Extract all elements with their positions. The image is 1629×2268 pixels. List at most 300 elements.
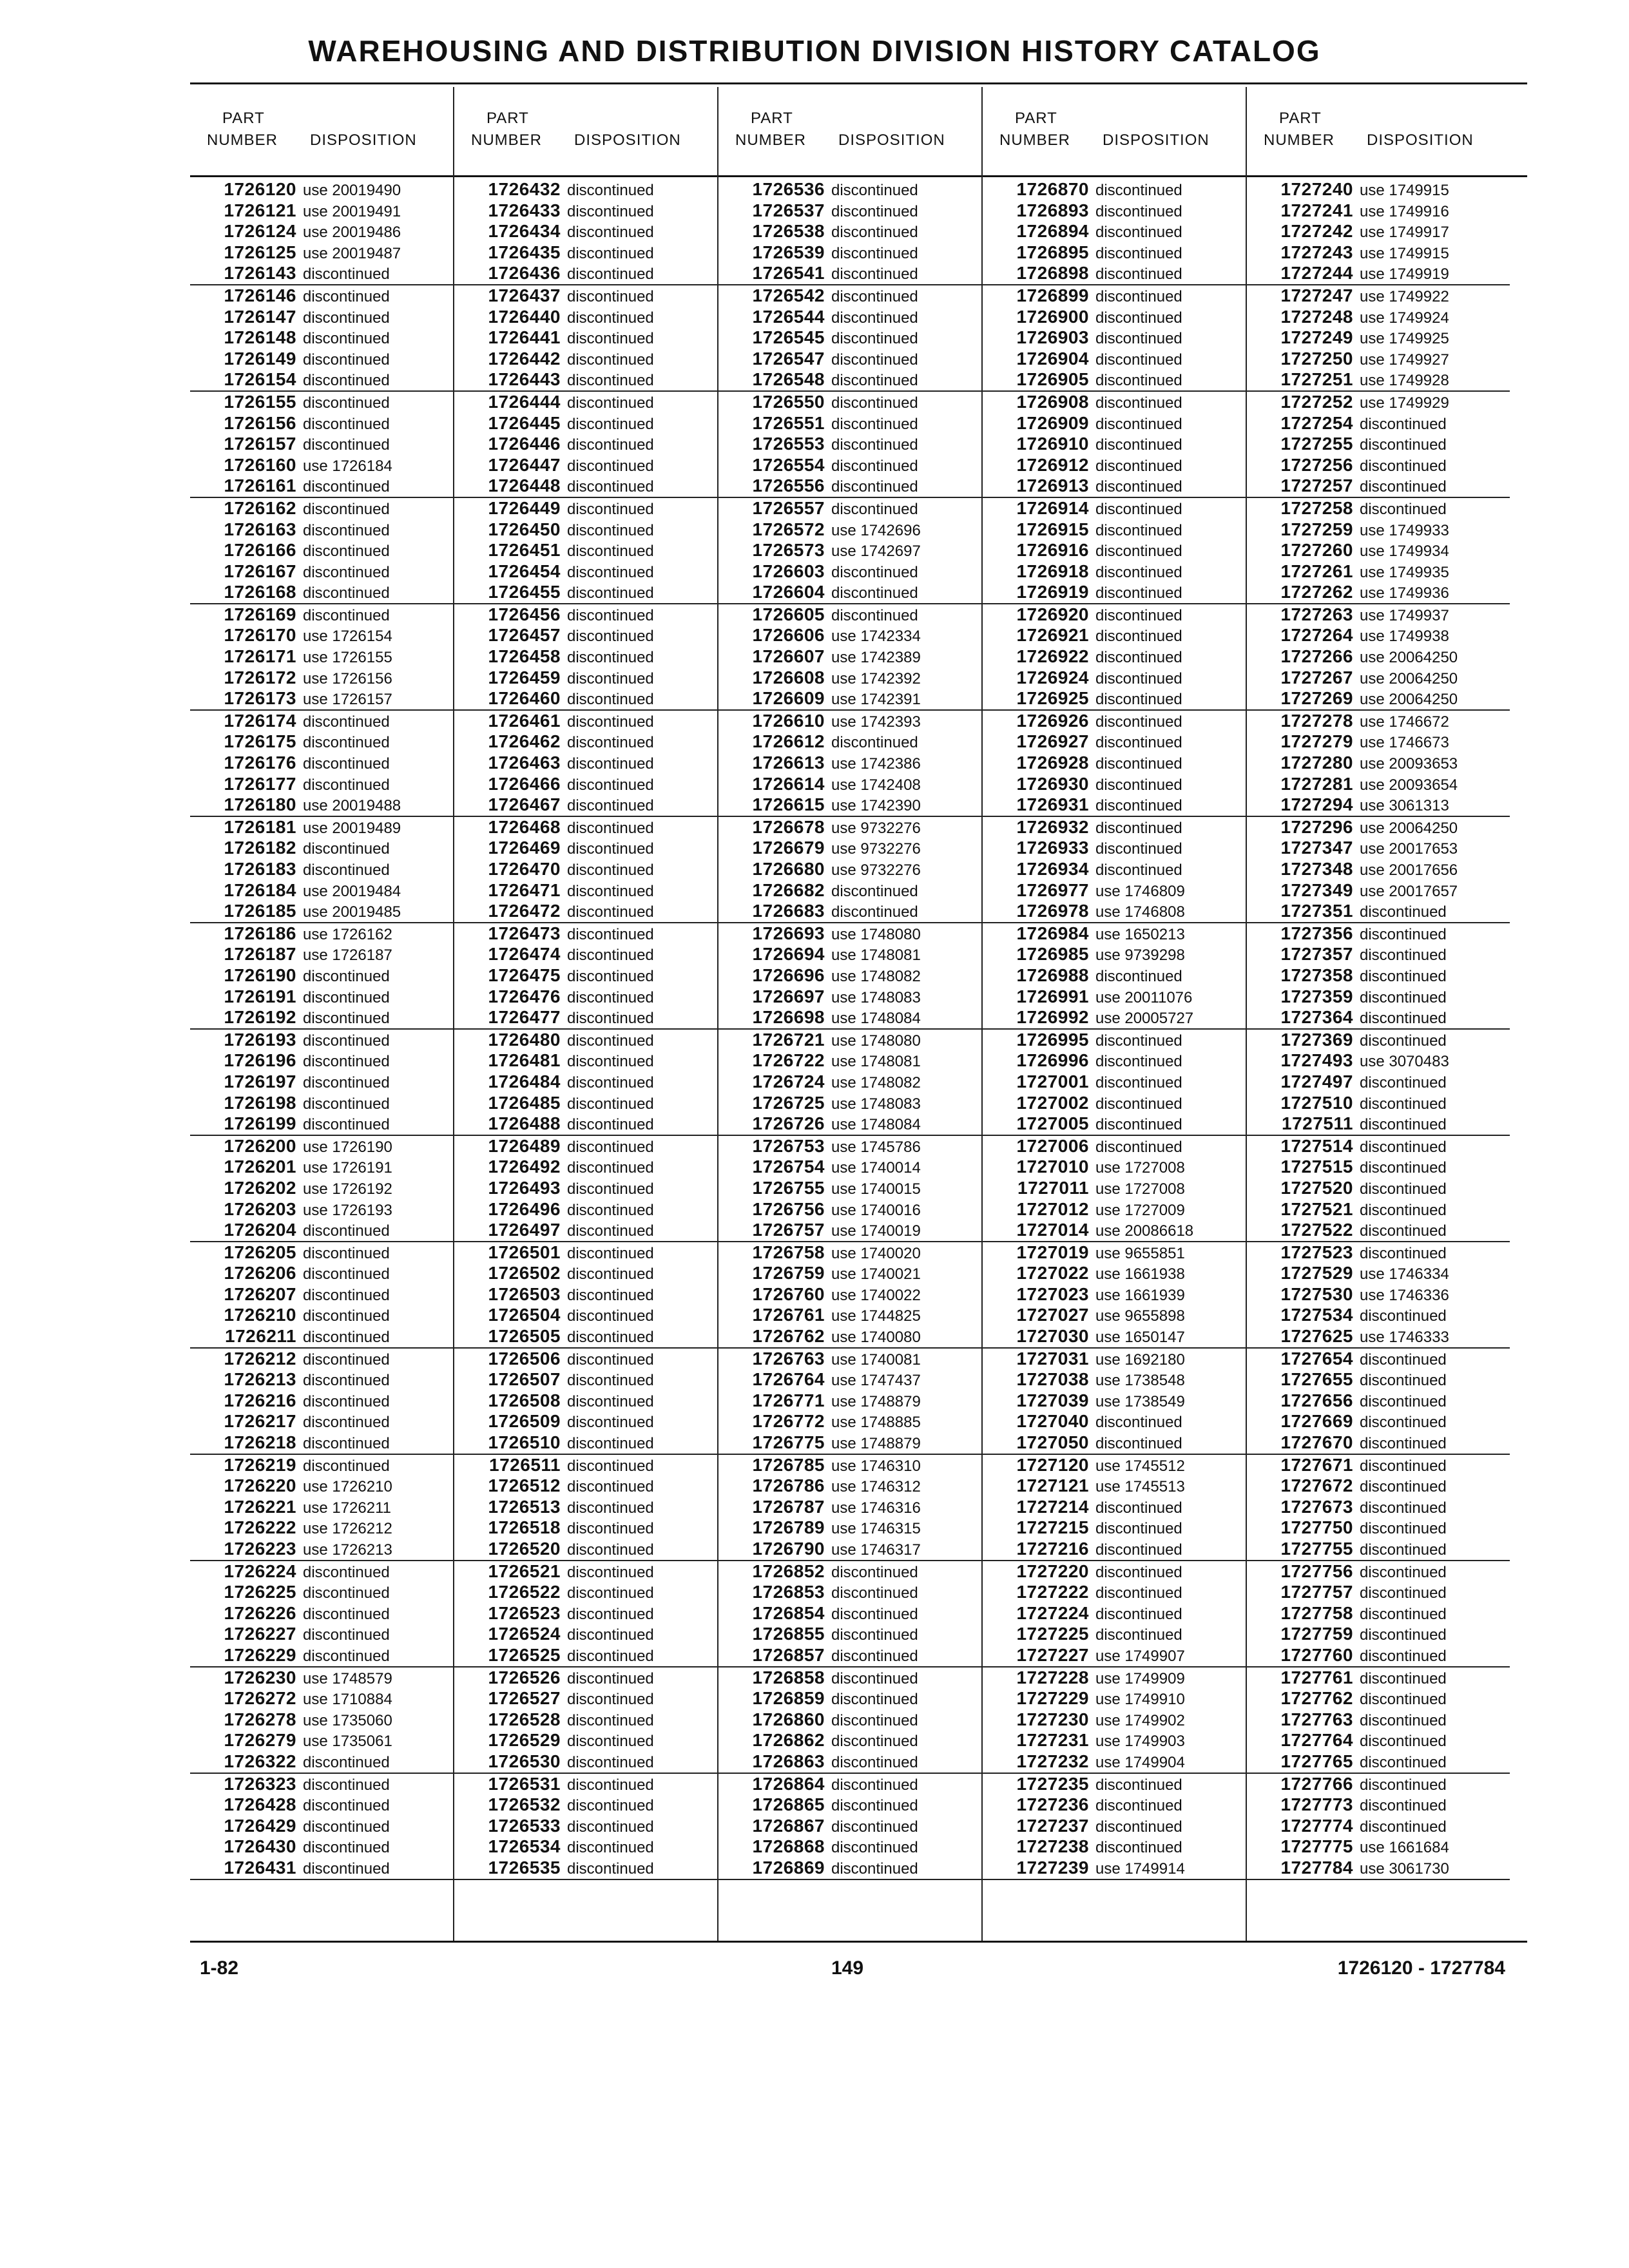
disposition: use 1745786 (831, 1138, 921, 1156)
table-row (454, 1667, 717, 1689)
part-number: 1726926 (1016, 710, 1089, 731)
disposition: use 1748579 (303, 1669, 392, 1687)
disposition: discontinued (567, 436, 654, 454)
part-number: 1727216 (1016, 1539, 1089, 1559)
disposition: use 9739298 (1095, 947, 1185, 965)
disposition: discontinued (1095, 1095, 1182, 1113)
part-number: 1726510 (488, 1432, 561, 1453)
disposition: discontinued (831, 1669, 918, 1687)
disposition: discontinued (567, 287, 654, 305)
table-row (983, 519, 1246, 541)
table-row (983, 1709, 1246, 1731)
disposition: use 1746334 (1360, 1265, 1449, 1283)
disposition: discontinued (1095, 500, 1182, 518)
table-row (454, 242, 717, 264)
part-number: 1726463 (488, 753, 561, 773)
table-row (1247, 1242, 1510, 1264)
disposition: discontinued (1360, 1733, 1447, 1751)
disposition: discontinued (1360, 1435, 1447, 1453)
table-row (983, 944, 1246, 965)
table-row (718, 1263, 981, 1284)
part-number: 1726682 (752, 879, 825, 900)
table-row (718, 561, 981, 582)
disposition: discontinued (831, 584, 918, 602)
part-number: 1726922 (1016, 646, 1089, 667)
table-row (454, 1455, 717, 1476)
table-row (1247, 582, 1510, 603)
part-number: 1726854 (752, 1602, 825, 1623)
part-number: 1727231 (1016, 1730, 1089, 1751)
disposition: discontinued (567, 840, 654, 858)
part-number: 1727260 (1280, 540, 1353, 561)
table-row (1247, 1093, 1510, 1114)
table-row (983, 625, 1246, 646)
part-number: 1727774 (1280, 1815, 1353, 1836)
part-group (454, 1455, 717, 1561)
part-number: 1726859 (752, 1688, 825, 1709)
part-group (1247, 1136, 1510, 1242)
disposition: discontinued (567, 1733, 654, 1751)
part-number: 1726167 (224, 561, 296, 581)
disposition: use 1735061 (303, 1733, 392, 1751)
part-number: 1727002 (1016, 1092, 1089, 1113)
table-row (454, 1497, 717, 1518)
table-row (454, 1199, 717, 1220)
table-row (1247, 1582, 1510, 1603)
part-number: 1726160 (224, 454, 296, 475)
part-number: 1727001 (1016, 1071, 1089, 1091)
part-number: 1726531 (488, 1773, 561, 1794)
disposition: discontinued (1360, 947, 1447, 965)
part-number: 1726863 (752, 1751, 825, 1771)
disposition: discontinued (303, 1457, 390, 1475)
disposition: use 1745513 (1095, 1478, 1185, 1496)
disposition: discontinued (567, 1414, 654, 1432)
header-part: PART (1015, 110, 1057, 127)
disposition: use 1726187 (303, 947, 392, 965)
disposition: discontinued (1095, 1797, 1182, 1815)
disposition: discontinued (303, 776, 390, 794)
part-group (1247, 1455, 1510, 1561)
part-number: 1727214 (1016, 1496, 1089, 1517)
table-row (983, 901, 1246, 922)
disposition: discontinued (303, 1626, 390, 1644)
table-row (190, 179, 453, 200)
part-number: 1726915 (1016, 519, 1089, 539)
part-number: 1727224 (1016, 1602, 1089, 1623)
disposition: use 1726193 (303, 1201, 392, 1219)
part-group (983, 1136, 1246, 1242)
disposition: discontinued (1360, 1392, 1447, 1410)
part-number: 1727761 (1280, 1667, 1353, 1687)
part-number: 1726272 (224, 1688, 296, 1709)
table-row (983, 646, 1246, 668)
table-row (190, 1794, 453, 1816)
table-row (983, 1072, 1246, 1093)
top-rule (190, 82, 1527, 84)
part-number: 1727040 (1016, 1411, 1089, 1432)
part-number: 1726557 (752, 497, 825, 518)
part-group (454, 604, 717, 711)
part-number: 1727255 (1280, 434, 1353, 454)
part-number: 1727529 (1280, 1263, 1353, 1283)
table-row (1247, 604, 1510, 626)
part-number: 1726898 (1016, 263, 1089, 284)
table-row (1247, 1794, 1510, 1816)
disposition: discontinued (831, 265, 918, 284)
disposition: discontinued (831, 182, 918, 199)
disposition: discontinued (1360, 1776, 1447, 1794)
disposition: use 1727009 (1095, 1201, 1185, 1219)
table-row (1247, 838, 1510, 859)
table-row (983, 604, 1246, 626)
table-row (983, 859, 1246, 880)
part-number: 1726609 (752, 688, 825, 709)
table-row (718, 285, 981, 307)
table-row (983, 1836, 1246, 1858)
part-group (718, 1030, 981, 1136)
part-number: 1726173 (224, 688, 296, 709)
table-row (983, 668, 1246, 689)
part-number: 1726467 (488, 794, 561, 815)
part-number: 1726996 (1016, 1050, 1089, 1071)
table-row (190, 1136, 453, 1157)
disposition: use 1746312 (831, 1478, 921, 1496)
disposition: use 1740021 (831, 1265, 921, 1283)
part-group (454, 817, 717, 923)
table-row (983, 1136, 1246, 1157)
disposition: use 1740019 (831, 1222, 921, 1240)
table-row (718, 1603, 981, 1624)
table-row (190, 817, 453, 838)
disposition: discontinued (831, 1691, 918, 1709)
disposition: use 20064250 (1360, 649, 1458, 667)
disposition: use 1744825 (831, 1307, 921, 1325)
disposition: discontinued (303, 1776, 390, 1794)
table-row (1247, 413, 1510, 434)
table-row (1247, 1730, 1510, 1751)
disposition: discontinued (303, 1286, 390, 1304)
part-number: 1726607 (752, 646, 825, 667)
table-row (190, 688, 453, 709)
part-group (190, 604, 453, 711)
part-number: 1726613 (752, 753, 825, 773)
table-row (454, 540, 717, 561)
disposition: discontinued (567, 734, 654, 752)
part-number: 1727296 (1280, 816, 1353, 837)
part-number: 1726725 (752, 1092, 825, 1113)
part-number: 1727241 (1280, 200, 1353, 220)
part-number: 1726758 (752, 1242, 825, 1262)
table-row (718, 794, 981, 816)
part-number: 1726428 (224, 1794, 296, 1815)
part-number: 1726432 (488, 179, 561, 199)
disposition: discontinued (567, 1073, 654, 1091)
disposition: use 1749915 (1360, 182, 1449, 199)
part-group (718, 1561, 981, 1667)
table-row (190, 1242, 453, 1264)
disposition: use 1748080 (831, 925, 921, 943)
part-group (454, 179, 717, 285)
part-group (1247, 1242, 1510, 1349)
disposition: discontinued (567, 330, 654, 348)
part-group (718, 923, 981, 1030)
table-row (718, 646, 981, 668)
part-number: 1726450 (488, 519, 561, 539)
disposition: use 1746333 (1360, 1329, 1449, 1347)
disposition: use 20064250 (1360, 691, 1458, 709)
disposition: use 20017653 (1360, 840, 1458, 858)
table-row (1247, 434, 1510, 455)
part-number: 1726174 (224, 710, 296, 731)
disposition: discontinued (1095, 797, 1182, 815)
part-group (190, 498, 453, 604)
table-row (983, 1645, 1246, 1666)
part-number: 1727243 (1280, 242, 1353, 262)
part-number: 1726493 (488, 1177, 561, 1198)
disposition: discontinued (831, 1563, 918, 1581)
part-number: 1726520 (488, 1539, 561, 1559)
disposition: discontinued (567, 1499, 654, 1517)
table-row (718, 1667, 981, 1689)
table-row (454, 731, 717, 753)
part-number: 1726454 (488, 561, 561, 581)
header-disposition: DISPOSITION (310, 131, 417, 149)
part-number: 1726760 (752, 1283, 825, 1304)
table-row (1247, 817, 1510, 838)
disposition: discontinued (567, 182, 654, 199)
disposition: use 9732276 (831, 819, 921, 837)
table-row (1247, 349, 1510, 370)
table-row (983, 1774, 1246, 1795)
table-row (190, 1030, 453, 1051)
disposition: discontinued (567, 351, 654, 369)
table-row (983, 1475, 1246, 1497)
disposition: use 1748080 (831, 1032, 921, 1050)
part-group (190, 1667, 453, 1774)
part-group (983, 711, 1246, 817)
disposition: discontinued (1360, 925, 1447, 943)
part-number: 1726229 (224, 1644, 296, 1665)
part-group (983, 1667, 1246, 1774)
part-number: 1726492 (488, 1157, 561, 1177)
part-group (190, 1349, 453, 1455)
table-row (454, 1050, 717, 1072)
part-number: 1727278 (1280, 710, 1353, 731)
table-row (718, 838, 981, 859)
table-row (983, 1390, 1246, 1412)
header-disposition: DISPOSITION (1367, 131, 1474, 149)
disposition: discontinued (567, 1307, 654, 1325)
table-row (190, 1709, 453, 1731)
disposition: discontinued (303, 394, 390, 412)
table-row (718, 1751, 981, 1773)
disposition: use 20019488 (303, 797, 401, 815)
table-row (454, 1072, 717, 1093)
part-number: 1726789 (752, 1517, 825, 1538)
disposition: use 1740080 (831, 1329, 921, 1347)
part-number: 1727263 (1280, 604, 1353, 624)
part-number: 1727357 (1280, 944, 1353, 965)
disposition: discontinued (1095, 563, 1182, 581)
table-row (454, 285, 717, 307)
disposition: discontinued (1360, 1307, 1447, 1325)
part-number: 1727515 (1280, 1157, 1353, 1177)
table-row (454, 1539, 717, 1560)
disposition: discontinued (831, 436, 918, 454)
part-number: 1726163 (224, 519, 296, 539)
part-number: 1726166 (224, 540, 296, 561)
part-number: 1727249 (1280, 327, 1353, 348)
table-row (454, 711, 717, 732)
disposition: discontinued (567, 1647, 654, 1665)
table-row (983, 880, 1246, 901)
part-number: 1727259 (1280, 519, 1353, 539)
table-row (983, 774, 1246, 795)
disposition: discontinued (303, 1053, 390, 1071)
part-number: 1727228 (1016, 1667, 1089, 1687)
table-row (454, 1709, 717, 1731)
disposition: use 1746808 (1095, 903, 1185, 921)
disposition: use 1749914 (1095, 1860, 1185, 1878)
disposition: use 1746336 (1360, 1286, 1449, 1304)
disposition: discontinued (1095, 1032, 1182, 1050)
table-row (718, 327, 981, 349)
table-row (1247, 1603, 1510, 1624)
part-group (983, 1774, 1246, 1880)
disposition: discontinued (1360, 1647, 1447, 1665)
table-row (190, 1072, 453, 1093)
part-number: 1726161 (224, 476, 296, 496)
part-number: 1726201 (224, 1157, 296, 1177)
disposition: discontinued (1095, 1839, 1182, 1857)
table-row (983, 1050, 1246, 1072)
part-number: 1726177 (224, 773, 296, 794)
disposition: discontinued (567, 415, 654, 433)
table-row (454, 307, 717, 328)
disposition: discontinued (1360, 1457, 1447, 1475)
part-number: 1727012 (1016, 1198, 1089, 1219)
part-number: 1726753 (752, 1135, 825, 1156)
table-row (983, 1667, 1246, 1689)
disposition: use 1749915 (1360, 244, 1449, 262)
part-group (983, 392, 1246, 498)
table-row (190, 1349, 453, 1370)
part-number: 1726221 (224, 1496, 296, 1517)
disposition: discontinued (567, 1138, 654, 1156)
part-group (190, 1242, 453, 1349)
part-number: 1727279 (1280, 731, 1353, 752)
table-row (190, 923, 453, 945)
part-number: 1726513 (488, 1496, 561, 1517)
part-group (454, 1774, 717, 1880)
disposition: discontinued (1095, 1584, 1182, 1602)
disposition: discontinued (567, 1584, 654, 1602)
disposition: use 1742386 (831, 755, 921, 773)
disposition: use 1726162 (303, 925, 392, 943)
disposition: discontinued (567, 202, 654, 220)
table-row (1247, 369, 1510, 390)
part-number: 1726156 (224, 412, 296, 433)
table-row (718, 753, 981, 774)
table-row (1247, 711, 1510, 732)
disposition: use 1740022 (831, 1286, 921, 1304)
table-row (718, 1050, 981, 1072)
part-number: 1727763 (1280, 1709, 1353, 1729)
disposition: discontinued (1095, 1605, 1182, 1623)
table-row (1247, 646, 1510, 668)
table-row (190, 986, 453, 1008)
table-row (1247, 1136, 1510, 1157)
table-row (718, 1582, 981, 1603)
part-group (983, 1455, 1246, 1561)
part-group (190, 1774, 453, 1880)
disposition: use 1749938 (1360, 628, 1449, 646)
part-number: 1727242 (1280, 221, 1353, 242)
part-number: 1726905 (1016, 369, 1089, 390)
disposition: use 1726155 (303, 649, 392, 667)
table-row (190, 1497, 453, 1518)
part-number: 1726186 (224, 923, 296, 943)
part-group (718, 179, 981, 285)
disposition: discontinued (303, 1797, 390, 1815)
part-list (983, 179, 1246, 1880)
disposition: use 1742696 (831, 521, 921, 539)
disposition: discontinued (831, 1860, 918, 1878)
part-number: 1726459 (488, 667, 561, 687)
part-number: 1727369 (1280, 1029, 1353, 1050)
disposition: discontinued (831, 457, 918, 475)
table-row (718, 200, 981, 222)
part-group (983, 817, 1246, 923)
part-number: 1726551 (752, 412, 825, 433)
header-number: NUMBER (207, 131, 278, 149)
part-number: 1726522 (488, 1582, 561, 1602)
disposition: discontinued (303, 1839, 390, 1857)
part-number: 1726205 (224, 1242, 296, 1262)
disposition: use 1727008 (1095, 1180, 1185, 1198)
disposition: discontinued (1360, 1073, 1447, 1091)
table-row (1247, 1774, 1510, 1795)
table-row (454, 1157, 717, 1178)
table-row (983, 242, 1246, 264)
table-row (454, 923, 717, 945)
disposition: discontinued (1095, 372, 1182, 390)
table-row (454, 1794, 717, 1816)
disposition: use 1749903 (1095, 1733, 1185, 1751)
disposition: discontinued (1360, 1372, 1447, 1390)
part-number: 1726154 (224, 369, 296, 390)
disposition: discontinued (1095, 776, 1182, 794)
disposition: discontinued (303, 1647, 390, 1665)
table-row (983, 285, 1246, 307)
table-row (718, 179, 981, 200)
part-group (983, 1349, 1246, 1455)
table-row (190, 711, 453, 732)
disposition: use 20093653 (1360, 755, 1458, 773)
part-number: 1727240 (1280, 179, 1353, 199)
disposition: discontinued (831, 882, 918, 900)
table-row (1247, 753, 1510, 774)
disposition: discontinued (567, 1711, 654, 1729)
table-row (983, 1816, 1246, 1837)
part-number: 1727239 (1016, 1857, 1089, 1878)
disposition: discontinued (303, 1435, 390, 1453)
table-row (1247, 455, 1510, 476)
table-row (190, 200, 453, 222)
disposition: discontinued (1360, 1520, 1447, 1538)
disposition: discontinued (831, 330, 918, 348)
